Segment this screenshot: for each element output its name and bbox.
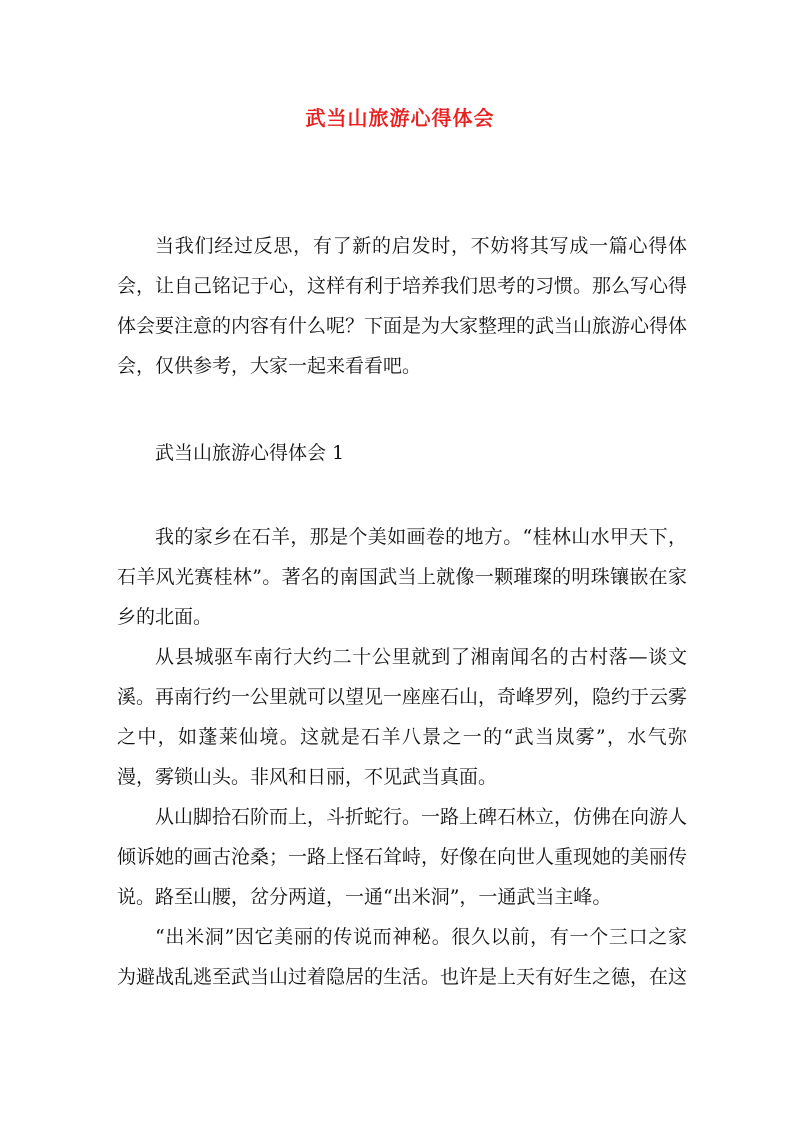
body-paragraph: 从山脚拾石阶而上，斗折蛇行。一路上碑石林立，仿佛在向游人倾诉她的画古沧桑；一路上怪石耸峙，好像在向世人重现她的美丽传说。路至山腰，岔分两道，一通“出米洞”，一通武当主峰。 xyxy=(117,806,688,908)
body-paragraph: 我的家乡在石羊，那是个美如画卷的地方。“桂林山水甲天下，石羊风光赛桂林”。著名的南国武当上就像一颗璀璨的明珠镶嵌在家乡的北面。 xyxy=(117,526,687,628)
intro-section xyxy=(117,226,687,386)
body-paragraph: 从县城驱车南行大约二十公里就到了湘南闻名的古村落—谈文溪。再南行约一公里就可以望见一座座石山，奇峰罗列，隐约于云雾之中，如蓬莱仙境。这就是石羊八景之一的“武当岚雾”，水气弥漫，雾锁山头。非风和日丽，不见武当真面。 xyxy=(117,646,688,788)
section-body xyxy=(117,517,687,997)
intro-paragraph: 当我们经过反思，有了新的启发时，不妨将其写成一篇心得体会，让自己铭记于心，这样有利于培养我们思考的习惯。那么写心得体会要注意的内容有什么呢？下面是为大家整理的武当山旅游心得体会，仅供参考，大家一起来看看吧。 xyxy=(117,235,688,377)
section-heading: 武当山旅游心得体会 1 xyxy=(155,442,345,464)
body-paragraph: “出米洞”因它美丽的传说而神秘。很久以前，有一个三口之家为避战乱逃至武当山过着隐居的生活。也许是上天有好生之德，在这 xyxy=(117,926,688,988)
document-title: 武当山旅游心得体会 xyxy=(305,106,495,130)
